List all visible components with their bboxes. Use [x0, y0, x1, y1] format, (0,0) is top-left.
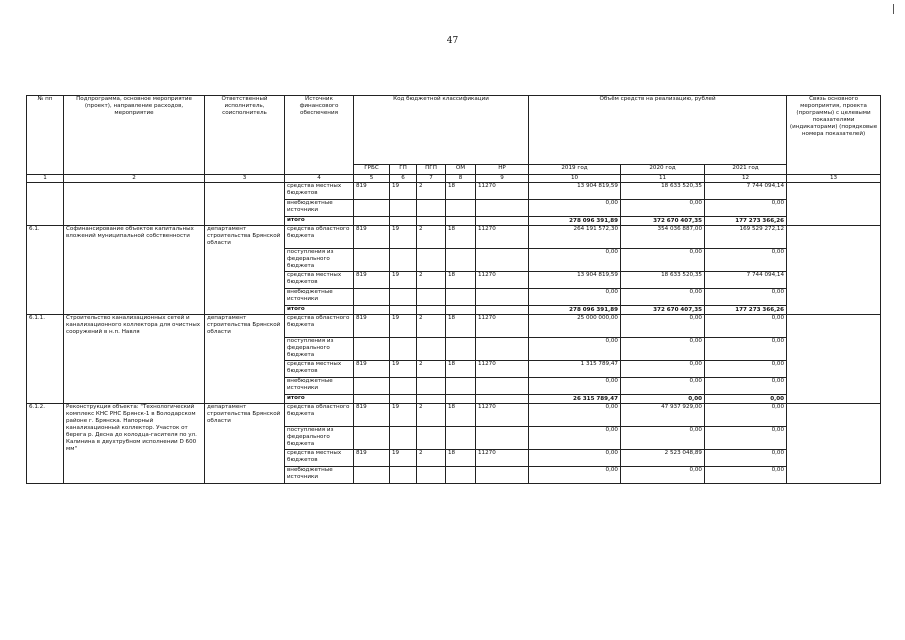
row-nr: 11270: [476, 315, 529, 338]
row-pgp: 2: [417, 404, 446, 427]
row-2019: 278 096 391,89: [529, 306, 621, 315]
row-2019: 0,00: [529, 404, 621, 427]
row-no: [27, 183, 64, 226]
row-source: средства местных бюджетов: [285, 361, 354, 378]
row-2020: 0,00: [621, 427, 705, 450]
row-2021: 0,00: [705, 395, 787, 404]
row-2020: 372 670 407,35: [621, 217, 705, 226]
row-2019: 1 315 789,47: [529, 361, 621, 378]
column-number: 1: [27, 175, 64, 183]
row-2019: 25 000 000,00: [529, 315, 621, 338]
table-row: [27, 226, 881, 249]
row-grbs: 819: [354, 183, 390, 200]
row-pgp: 2: [417, 450, 446, 467]
row-grbs: 819: [354, 315, 390, 338]
row-2019: 13 904 819,59: [529, 183, 621, 200]
row-gp: 19: [390, 183, 417, 200]
row-2021: 0,00: [705, 361, 787, 378]
column-number: 9: [476, 175, 529, 183]
row-om: 18: [446, 272, 476, 289]
row-2021: 0,00: [705, 338, 787, 361]
header-program: Подпрограмма, основное мероприятие (проект), направление расходов, мероприятие: [64, 96, 205, 175]
header-om: ОМ: [446, 165, 476, 175]
row-2019: 264 191 572,30: [529, 226, 621, 249]
row-2020: 0,00: [621, 289, 705, 306]
row-gp: 19: [390, 315, 417, 338]
row-grbs: 819: [354, 450, 390, 467]
header-link: Связь основного мероприятия, проекта (программы) с целевыми показателями (индикаторами) (порядковые номера показателей): [787, 96, 881, 175]
row-source: средства областного бюджета: [285, 226, 354, 249]
header-2020: 2020 год: [621, 165, 705, 175]
row-nr: 11270: [476, 272, 529, 289]
row-2020: 0,00: [621, 361, 705, 378]
row-source: поступления из федерального бюджета: [285, 338, 354, 361]
row-2020: 0,00: [621, 338, 705, 361]
header-2021: 2021 год: [705, 165, 787, 175]
row-om: 18: [446, 226, 476, 249]
row-2021: 0,00: [705, 467, 787, 484]
row-responsible: департамент строительства Брянской области: [205, 315, 285, 404]
row-program: Реконструкция объекта: "Технологический комплекс КНС РНС Брянск-1 в Володарском районе г. Брянска. Напорный канализационный коллектор. Участок от берега р. Десна до колодца-гасителя по ул. Калинина в двухтрубном исполнении D 600 мм": [64, 404, 205, 484]
row-2021: 0,00: [705, 315, 787, 338]
row-link: [787, 315, 881, 404]
row-2019: 0,00: [529, 467, 621, 484]
row-om: 18: [446, 361, 476, 378]
row-2020: 0,00: [621, 200, 705, 217]
row-2021: 0,00: [705, 289, 787, 306]
column-number: 6: [390, 175, 417, 183]
row-om: 18: [446, 404, 476, 427]
row-grbs: 819: [354, 361, 390, 378]
column-number: 5: [354, 175, 390, 183]
row-pgp: 2: [417, 361, 446, 378]
row-om: 18: [446, 315, 476, 338]
row-pgp: 2: [417, 183, 446, 200]
column-number: 7: [417, 175, 446, 183]
header-gp: ГП: [390, 165, 417, 175]
row-2021: 7 744 094,14: [705, 272, 787, 289]
column-number: 11: [621, 175, 705, 183]
table-row: [27, 315, 881, 338]
row-link: [787, 226, 881, 315]
row-2019: 0,00: [529, 338, 621, 361]
row-link: [787, 404, 881, 484]
row-source: поступления из федерального бюджета: [285, 249, 354, 272]
row-2021: 169 529 272,12: [705, 226, 787, 249]
row-program: [64, 183, 205, 226]
row-2020: 0,00: [621, 467, 705, 484]
row-2020: 372 670 407,35: [621, 306, 705, 315]
row-2020: 18 633 520,35: [621, 183, 705, 200]
row-source: средства областного бюджета: [285, 315, 354, 338]
row-grbs: 819: [354, 404, 390, 427]
row-2021: 177 273 366,26: [705, 306, 787, 315]
row-source: средства местных бюджетов: [285, 272, 354, 289]
row-gp: 19: [390, 272, 417, 289]
row-2021: 0,00: [705, 378, 787, 395]
row-2019: 0,00: [529, 427, 621, 450]
row-no: 6.1.: [27, 226, 64, 315]
column-number: 12: [705, 175, 787, 183]
row-2019: 0,00: [529, 289, 621, 306]
row-gp: 19: [390, 404, 417, 427]
row-program: Строительство канализационных сетей и канализационного коллектора для очистных сооружений в н.п. Навля: [64, 315, 205, 404]
row-2020: 18 633 520,35: [621, 272, 705, 289]
row-2021: 177 273 366,26: [705, 217, 787, 226]
row-2021: 0,00: [705, 249, 787, 272]
row-2019: 0,00: [529, 378, 621, 395]
row-gp: 19: [390, 361, 417, 378]
row-gp: 19: [390, 450, 417, 467]
row-source: итого: [285, 217, 354, 226]
row-nr: 11270: [476, 404, 529, 427]
row-no: 6.1.1.: [27, 315, 64, 404]
row-2019: 26 315 789,47: [529, 395, 621, 404]
row-responsible: департамент строительства Брянской области: [205, 404, 285, 484]
row-no: 6.1.2.: [27, 404, 64, 484]
header-2019: 2019 год: [529, 165, 621, 175]
column-number: 8: [446, 175, 476, 183]
row-2021: 0,00: [705, 450, 787, 467]
row-2021: 0,00: [705, 200, 787, 217]
row-gp: 19: [390, 226, 417, 249]
row-2020: 47 937 929,00: [621, 404, 705, 427]
header-grbs: ГРБС: [354, 165, 390, 175]
header-nr: НР: [476, 165, 529, 175]
row-2019: 13 904 819,59: [529, 272, 621, 289]
row-source: внебюджетные источники: [285, 467, 354, 484]
header-source: Источник финансового обеспечения: [285, 96, 354, 175]
row-2019: 278 096 391,89: [529, 217, 621, 226]
row-2021: 0,00: [705, 427, 787, 450]
row-link: [787, 183, 881, 226]
row-2020: 354 036 887,00: [621, 226, 705, 249]
row-program: Софинансирование объектов капитальных вложений муниципальной собственности: [64, 226, 205, 315]
header-budget-code: Код бюджетной классификации: [354, 96, 529, 165]
row-2020: 0,00: [621, 315, 705, 338]
column-number: 10: [529, 175, 621, 183]
row-nr: 11270: [476, 450, 529, 467]
header-pgp: ПГП: [417, 165, 446, 175]
row-om: 18: [446, 183, 476, 200]
row-2021: 7 744 094,14: [705, 183, 787, 200]
header-no: № пп: [27, 96, 64, 175]
row-2020: 0,00: [621, 378, 705, 395]
row-2021: 0,00: [705, 404, 787, 427]
header-amount: Объём средств на реализацию, рублей: [529, 96, 787, 165]
page-number: 47: [446, 36, 459, 46]
row-source: средства областного бюджета: [285, 404, 354, 427]
row-2019: 0,00: [529, 200, 621, 217]
row-2019: 0,00: [529, 249, 621, 272]
row-pgp: 2: [417, 315, 446, 338]
row-source: внебюджетные источники: [285, 200, 354, 217]
row-nr: 11270: [476, 361, 529, 378]
row-source: итого: [285, 306, 354, 315]
column-number: 4: [285, 175, 354, 183]
row-om: 18: [446, 450, 476, 467]
row-2020: 2 523 048,89: [621, 450, 705, 467]
row-source: поступления из федерального бюджета: [285, 427, 354, 450]
table-row: [27, 183, 881, 200]
row-source: внебюджетные источники: [285, 289, 354, 306]
row-2019: 0,00: [529, 450, 621, 467]
column-number: 13: [787, 175, 881, 183]
row-2020: 0,00: [621, 249, 705, 272]
row-responsible: [205, 183, 285, 226]
column-number: 3: [205, 175, 285, 183]
corner-mark: [893, 4, 894, 14]
header-responsible: Ответственный исполнитель, соисполнитель: [205, 96, 285, 175]
column-number: 2: [64, 175, 205, 183]
row-source: внебюджетные источники: [285, 378, 354, 395]
row-responsible: департамент строительства Брянской области: [205, 226, 285, 315]
row-source: средства местных бюджетов: [285, 450, 354, 467]
budget-table: [26, 95, 881, 484]
row-pgp: 2: [417, 272, 446, 289]
row-grbs: 819: [354, 272, 390, 289]
row-nr: 11270: [476, 226, 529, 249]
row-grbs: 819: [354, 226, 390, 249]
table-row: [27, 404, 881, 427]
row-nr: 11270: [476, 183, 529, 200]
row-source: итого: [285, 395, 354, 404]
row-2020: 0,00: [621, 395, 705, 404]
row-pgp: 2: [417, 226, 446, 249]
row-source: средства местных бюджетов: [285, 183, 354, 200]
